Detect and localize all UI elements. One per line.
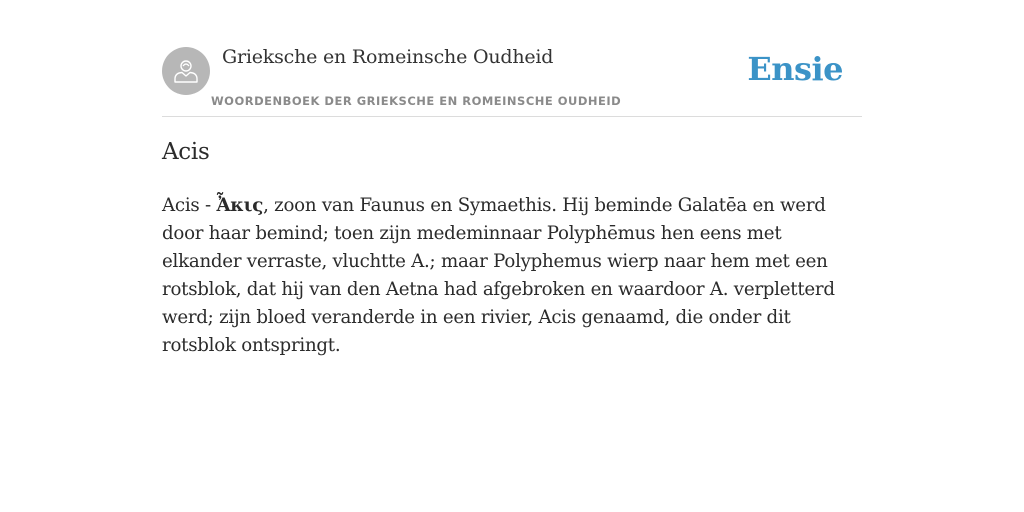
dictionary-subtitle: WOORDENBOEK DER GRIEKSCHE EN ROMEINSCHE OUDHEID bbox=[211, 94, 622, 108]
entry-body-prefix: Acis - bbox=[162, 195, 217, 216]
entry-body-text: , zoon van Faunus en Symaethis. Hij beminde Galatēa en werd door haar bemind; toen zijn medeminnaar Polyphēmus hen eens met elkander verraste, vluchtte A.; maar Polyphemus wierp naar hem met een rotsblok, dat hij van den Aetna had afgebroken en waardoor A. verpletterd werd; zijn bloed veranderde in een rivier, Acis genaamd, die onder dit rotsblok ontspringt. bbox=[162, 195, 835, 356]
dictionary-avatar[interactable] bbox=[162, 47, 210, 95]
page-container bbox=[162, 0, 862, 356]
dictionary-title-link[interactable]: Grieksche en Romeinsche Oudheid bbox=[222, 46, 554, 68]
entry-title: Acis bbox=[162, 139, 210, 165]
dictionary-header bbox=[162, 0, 862, 117]
entry-body bbox=[162, 192, 862, 360]
ensie-logo[interactable]: Ensie bbox=[747, 50, 843, 88]
user-icon bbox=[172, 57, 200, 85]
entry-greek-term: Ἆκις bbox=[216, 195, 264, 216]
